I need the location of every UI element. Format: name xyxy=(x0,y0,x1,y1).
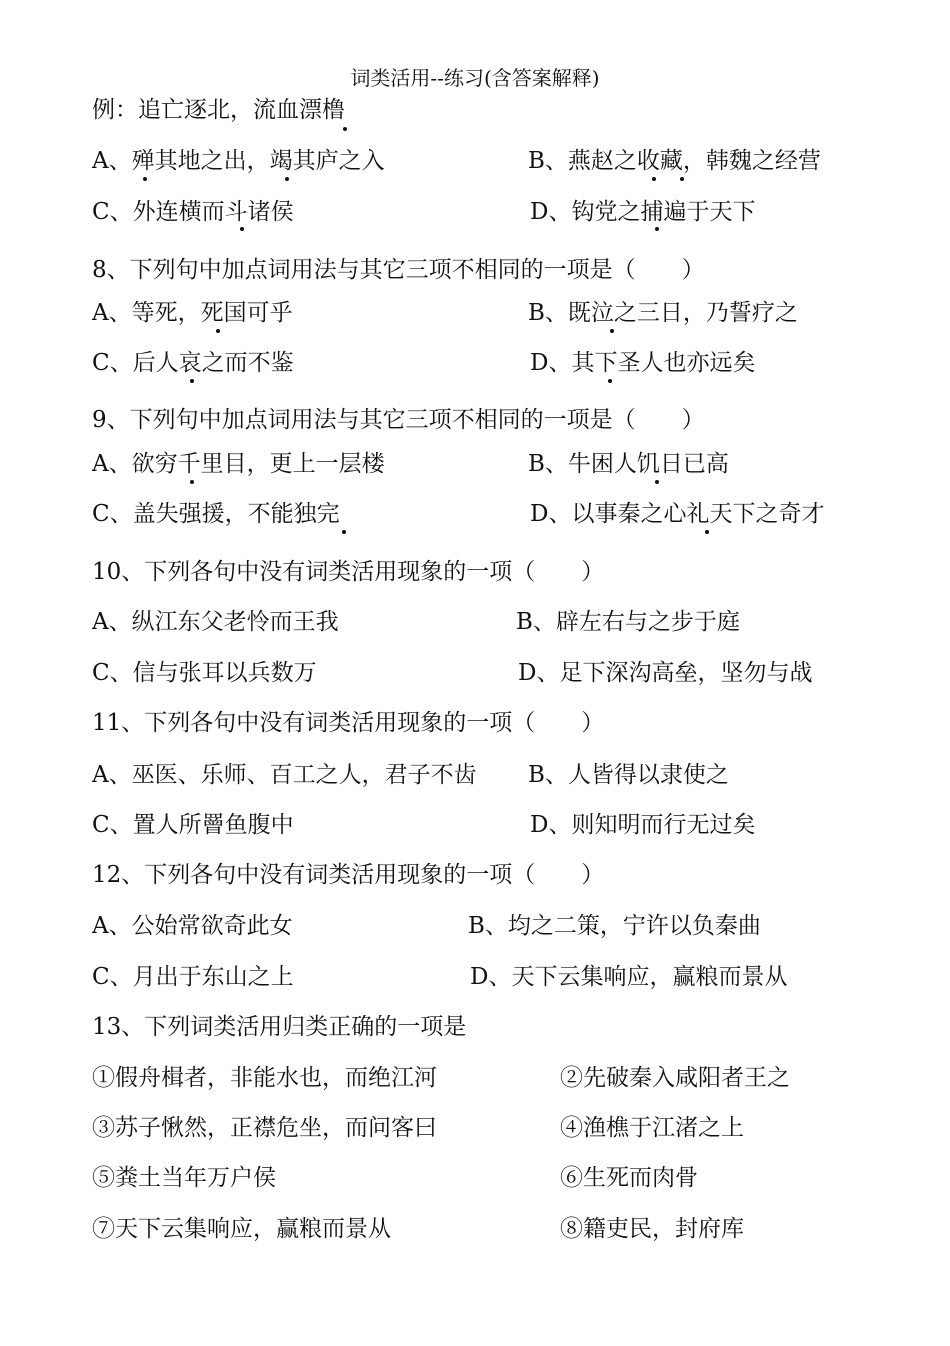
emphasis-dot xyxy=(285,177,289,181)
question-11-option-a: A、巫医、乐师、百工之人，君子不齿 xyxy=(92,762,477,788)
emphasis-dot xyxy=(705,530,709,534)
question-12-option-d: D、天下云集响应，赢粮而景从 xyxy=(470,964,788,990)
emphasis-dot xyxy=(652,177,656,181)
question-9-option-b: B、牛困人饥日已高 xyxy=(528,451,729,477)
question-9-option-c: C、盖失强援，不能独完 xyxy=(92,501,340,527)
emphasis-dot xyxy=(655,227,659,231)
question-13-item: ②先破秦入咸阳者王之 xyxy=(560,1065,790,1091)
emphasis-dot xyxy=(143,177,147,181)
emphasis-dot xyxy=(680,177,684,181)
question-11-option-d: D、则知明而行无过矣 xyxy=(530,812,756,838)
emphasis-dot xyxy=(216,329,220,333)
question-10-option-b: B、辟左右与之步于庭 xyxy=(516,609,740,635)
question-13-item: ①假舟楫者，非能水也，而绝江河 xyxy=(92,1065,437,1091)
question-13-item: ⑧籍吏民，封府库 xyxy=(560,1216,744,1242)
question-13-item: ⑦天下云集响应，赢粮而景从 xyxy=(92,1216,391,1242)
question-8-option-a: A、等死，死国可乎 xyxy=(92,300,293,326)
question-10-option-c: C、信与张耳以兵数万 xyxy=(92,660,317,686)
example-option-c: C、外连横而斗诸侯 xyxy=(92,199,294,225)
question-11-option-b: B、人皆得以隶使之 xyxy=(528,762,729,788)
question-12-stem: 12、下列各句中没有词类活用现象的一项（ ） xyxy=(92,862,605,888)
question-8-option-c: C、后人哀之而不鉴 xyxy=(92,350,294,376)
emphasis-dot xyxy=(190,480,194,484)
emphasis-dot xyxy=(342,530,346,534)
question-11-option-c: C、置人所罾鱼腹中 xyxy=(92,812,294,838)
worksheet-title: 词类活用--练习(含答案解释) xyxy=(350,66,600,90)
question-13-item: ⑤粪土当年万户侯 xyxy=(92,1165,276,1191)
emphasis-dot xyxy=(655,480,659,484)
question-13-item: ④渔樵于江渚之上 xyxy=(560,1115,744,1141)
question-12-option-c: C、月出于东山之上 xyxy=(92,964,294,990)
question-8-stem: 8、下列句中加点词用法与其它三项不相同的一项是（ ） xyxy=(92,257,705,283)
emphasis-dot xyxy=(608,379,612,383)
question-10-stem: 10、下列各句中没有词类活用现象的一项（ ） xyxy=(92,559,605,585)
question-8-option-b: B、既泣之三日，乃誓疗之 xyxy=(528,300,798,326)
question-10-option-a: A、纵江东父老怜而王我 xyxy=(92,609,339,635)
question-9-option-d: D、以事秦之心礼天下之奇才 xyxy=(530,501,825,527)
question-8-option-d: D、其下圣人也亦远矣 xyxy=(530,350,756,376)
emphasis-dot xyxy=(610,329,614,333)
question-13-item: ⑥生死而肉骨 xyxy=(560,1165,698,1191)
question-13-item: ③苏子愀然，正襟危坐，而问客曰 xyxy=(92,1115,437,1141)
emphasis-dot xyxy=(343,127,347,131)
question-9-option-a: A、欲穷千里目，更上一层楼 xyxy=(92,451,385,477)
example-option-d: D、钩党之捕遍于天下 xyxy=(530,199,756,225)
question-11-stem: 11、下列各句中没有词类活用现象的一项（ ） xyxy=(92,710,605,736)
emphasis-dot xyxy=(240,227,244,231)
example-option-b: B、燕赵之收藏，韩魏之经营 xyxy=(528,148,821,174)
example-option-a: A、殚其地之出，竭其庐之入 xyxy=(92,148,385,174)
question-13-stem: 13、下列词类活用归类正确的一项是 xyxy=(92,1014,467,1040)
question-10-option-d: D、足下深沟高垒，坚勿与战 xyxy=(518,660,813,686)
question-12-option-b: B、均之二策，宁许以负秦曲 xyxy=(468,913,761,939)
question-9-stem: 9、下列句中加点词用法与其它三项不相同的一项是（ ） xyxy=(92,407,705,433)
example-sentence: 例：追亡逐北，流血漂橹 xyxy=(92,97,345,123)
question-12-option-a: A、公始常欲奇此女 xyxy=(92,913,293,939)
emphasis-dot xyxy=(190,379,194,383)
